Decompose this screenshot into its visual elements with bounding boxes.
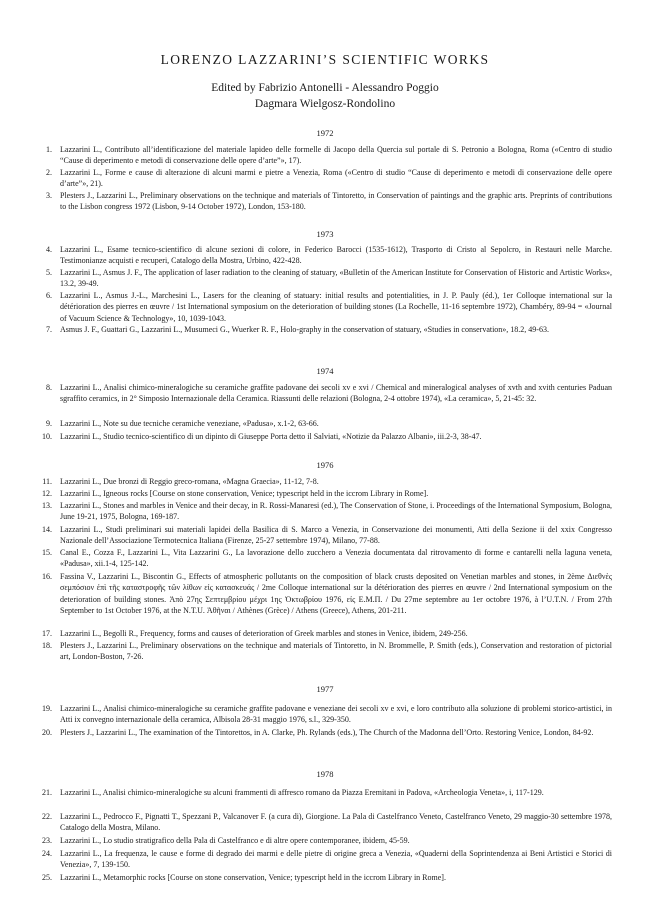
entry-number: 24. (42, 849, 52, 858)
bibliography-entry (38, 190, 612, 213)
bibliography-entry (38, 640, 612, 663)
entry-text: Lazzarini L., Lo studio stratigrafico della Pala di Castelfranco e di altre opere contemporanee, ibidem, 45-59. (60, 836, 410, 845)
page-title: LORENZO LAZZARINI’S SCIENTIFIC WORKS (160, 52, 490, 67)
bibliography-entry (38, 267, 612, 290)
entry-text: Lazzarini L., Begolli R., Frequency, forms and causes of deterioration of Greek marbles and stones in Venice, ibidem, 249-256. (60, 629, 468, 638)
entry-text: Plesters J., Lazzarini L., Preliminary observations on the technique and materials of Tintoretto, in Conservation of paintings and the graphic arts. Preprints of contributions to the Lisbon congress 1972 (Lisbon, 9-14 October 1972), London, 153-180. (60, 191, 612, 212)
bibliography-entry (38, 488, 612, 499)
entry-number: 9. (46, 419, 52, 428)
year-heading: 1973 (316, 229, 334, 239)
entry-number: 19. (42, 704, 52, 713)
entry-text: Lazzarini L., Analisi chimico-mineralogiche su ceramiche graffite padovane e veneziane dei secoli xv e xvi, e loro contributo alla soluzione di problemi storico-artistici, in Atti ix convegno internazionale della ceramica, Albisola 28-31 maggio 1976, s.l., 329-350. (60, 704, 612, 725)
editors-line-1: Edited by Fabrizio Antonelli - Alessandro Poggio (211, 82, 439, 94)
bibliography-entry (38, 571, 612, 616)
entry-text: Lazzarini L., Due bronzi di Reggio greco-romana, «Magna Graecia», 11-12, 7-8. (60, 477, 319, 486)
entry-number: 21. (42, 788, 52, 797)
entry-number: 11. (42, 477, 52, 486)
bibliography-entry (38, 431, 612, 442)
entry-number: 17. (42, 629, 52, 638)
entry-text: Lazzarini L., Note su due tecniche ceramiche veneziane, «Padusa», x.1-2, 63-66. (60, 419, 319, 428)
year-heading: 1976 (316, 460, 334, 470)
entry-text: Lazzarini L., Esame tecnico-scientifico di alcune sezioni di colore, in Federico Barocci (1535-1612), Trasporto di Cristo al Sepolcro, in Restauri nelle Marche. Testimonianze acquisti e recuperi, Catalogo della Mostra, Urbino, 422-428. (60, 245, 612, 266)
bibliography-entry (38, 244, 612, 267)
entry-number: 5. (46, 268, 52, 277)
bibliography-entry (38, 872, 612, 883)
entry-number: 14. (42, 525, 52, 534)
entry-number: 4. (46, 245, 52, 254)
entry-number: 12. (42, 489, 52, 498)
entry-number: 23. (42, 836, 52, 845)
entry-text: Plesters J., Lazzarini L., The examination of the Tintorettos, in A. Clarke, Ph. Rylands (eds.), The Church of the Madonna dell’Orto. Restoring Venice, London, 84-92. (60, 728, 594, 737)
entry-text: Lazzarini L., Forme e cause di alterazione di alcuni marmi e pietre a Venezia, Roma («Centro di studio “Cause di deperimento e metodi di conservazione delle opere d’arte”», 21). (60, 168, 612, 189)
bibliography-entry (38, 727, 612, 738)
entry-number: 22. (42, 812, 52, 821)
entry-text: Lazzarini L., Analisi chimico-mineralogiche su ceramiche graffite padovane dei secoli xv e xvi / Chemical and mineralogical analyses of xvth and xvith centuries Paduan sgraffito ceramics, in 2° Simposio Internazionale della Ceramica. Riassunti delle relazioni (Bologna, 2-4 ottobre 1974), «La ceramica», 5, 21-45: 32. (60, 383, 612, 404)
entry-text: Fassina V., Lazzarini L., Biscontin G., Effects of atmospheric pollutants on the composition of black crusts deposited on Venetian marbles and stones, in 2ème Διεθνὲς σεμπόσιον ἐπὶ τῆς καταστροφῆς τῶν λίθων εἰς κατασκευάς / 2me Colloque international sur la détérioration des pierres en œuvre / 2nd International symposium on the deterioration of building stones. Ἀπὸ 27ης Σεπτεμβρίου μέχρι 1ης Ὀκτωβρίου 1976, εἰς Ε.Μ.Π. / Du 27me septembre au 1er octobre 1976, à l’U.T.N. / From 27th September to 1st October 1976, at the N.T.U. Ἀθῆναι / Athènes (Grèce) / Athens (Greece), Athens, 201-211. (60, 572, 612, 615)
bibliography-entry (38, 476, 612, 487)
bibliography-entry (38, 524, 612, 547)
year-heading: 1974 (316, 366, 334, 376)
entry-number: 20. (42, 728, 52, 737)
bibliography-entry (38, 167, 612, 190)
entry-text: Lazzarini L., Asmus J. F., The application of laser radiation to the cleaning of statuary, «Bulletin of the American Institute for Conservation of Historic and Artistic Works», 13.2, 39-49. (60, 268, 612, 289)
entry-number: 1. (46, 145, 52, 154)
bibliography-entry (38, 547, 612, 570)
entry-text: Lazzarini L., Pedrocco F., Pignatti T., Spezzani P., Valcanover F. (a cura di), Giorgione. La Pala di Castelfranco Veneto, Castelfranco Veneto, 29 maggio-30 settembre 1978, Catalogo della Mostra, Milano. (60, 812, 612, 833)
year-heading: 1972 (316, 128, 334, 138)
entry-number: 15. (42, 548, 52, 557)
year-heading: 1978 (316, 769, 334, 779)
entry-number: 13. (42, 501, 52, 510)
entry-number: 25. (42, 873, 52, 882)
entry-number: 8. (46, 383, 52, 392)
editors-line-2: Dagmara Wielgosz-Rondolino (254, 98, 396, 110)
entry-number: 7. (46, 325, 52, 334)
bibliography-entry (38, 144, 612, 167)
bibliography-entry (38, 382, 612, 405)
entry-number: 2. (46, 168, 52, 177)
bibliography-entry (38, 324, 612, 335)
entry-text: Lazzarini L., Studio tecnico-scientifico di un dipinto di Giuseppe Porta detto il Salviati, «Notizie da Palazzo Albani», iii.2-3, 38-47. (60, 432, 482, 441)
bibliography-entry (38, 848, 612, 871)
entry-text: Canal E., Cozza F., Lazzarini L., Vita Lazzarini G., La lavorazione dello zucchero a Venezia documentata dal ritrovamento di forme e cantarelli nella laguna veneta, «Padusa», xii.1-4, 125-142. (60, 548, 612, 569)
entry-number: 10. (42, 432, 52, 441)
entry-text: Lazzarini L., Contributo all’identificazione del materiale lapideo delle formelle di Jacopo della Quercia sul portale di S. Petronio a Bologna, Roma («Centro di studio “Cause di deperimento e metodi di conservazione delle opere d’arte”», 17). (60, 145, 612, 166)
bibliography-entry (38, 628, 612, 639)
year-heading: 1977 (316, 684, 334, 694)
bibliography-entry (38, 835, 612, 846)
entry-text: Lazzarini L., Analisi chimico-mineralogiche su alcuni frammenti di affresco romano da Piazza Eremitani in Padova, «Archeologia Veneta», i, 117-129. (60, 788, 544, 797)
entry-number: 3. (46, 191, 52, 200)
bibliography-entry (38, 703, 612, 726)
entry-text: Lazzarini L., Stones and marbles in Venice and their decay, in R. Rossi-Manaresi (ed.), The Conservation of Stone, i. Proceedings of the International Symposium, Bologna, June 19-21, 1975, Bologna, 169-187. (60, 501, 612, 522)
bibliography-entry (38, 811, 612, 834)
bibliography-entry (38, 290, 612, 324)
bibliography-entry (38, 500, 612, 523)
entry-text: Plesters J., Lazzarini L., Preliminary observations on the technique and materials of Tintoretto, in N. Brommelle, P. Smith (eds.), Conservation and restoration of pictorial art, London-Boston, 7-26. (60, 641, 612, 662)
entry-number: 16. (42, 572, 52, 581)
entry-text: Asmus J. F., Guattari G., Lazzarini L., Musumeci G., Wuerker R. F., Holo-graphy in the conservation of statuary, «Studies in conservation», 18.2, 49-63. (60, 325, 549, 334)
entry-text: Lazzarini L., La frequenza, le cause e forme di degrado dei marmi e delle pietre di origine greca a Venezia, «Quaderni della Soprintendenza ai Beni Artistici e Storici di Venezia», 7, 139-150. (60, 849, 612, 870)
entry-text: Lazzarini L., Asmus J.-L., Marchesini L., Lasers for the cleaning of statuary: initial results and potentialities, in J. P. Pauly (éd.), 1er Colloque international sur la détérioration des pierres en œuvre / 1st International symposium on the deterioration of building stones (La Rochelle, 11-16 septembre 1972), Chambéry, 89-94 = «Journal of Vacuum Science & Technology», 10, 1039-1043. (60, 291, 612, 323)
editors (0, 80, 650, 112)
entry-number: 6. (46, 291, 52, 300)
entry-text: Lazzarini L., Igneous rocks [Course on stone conservation, Venice; typescript held in the iccrom Library in Rome]. (60, 489, 429, 498)
entry-text: Lazzarini L., Studi preliminari sui materiali lapidei della Basilica di S. Marco a Venezia, in Conservazione dei monumenti, Atti della Sezione ii del xxix Congresso Nazionale dell’Associazione Termotecnica Italiana (Firenze, 25-27 settembre 1974), Milano, 77-88. (60, 525, 612, 546)
entry-number: 18. (42, 641, 52, 650)
bibliography-entry (38, 787, 612, 798)
entry-text: Lazzarini L., Metamorphic rocks [Course on stone conservation, Venice; typescript held in the iccrom Library in Rome]. (60, 873, 446, 882)
bibliography-entry (38, 418, 612, 429)
